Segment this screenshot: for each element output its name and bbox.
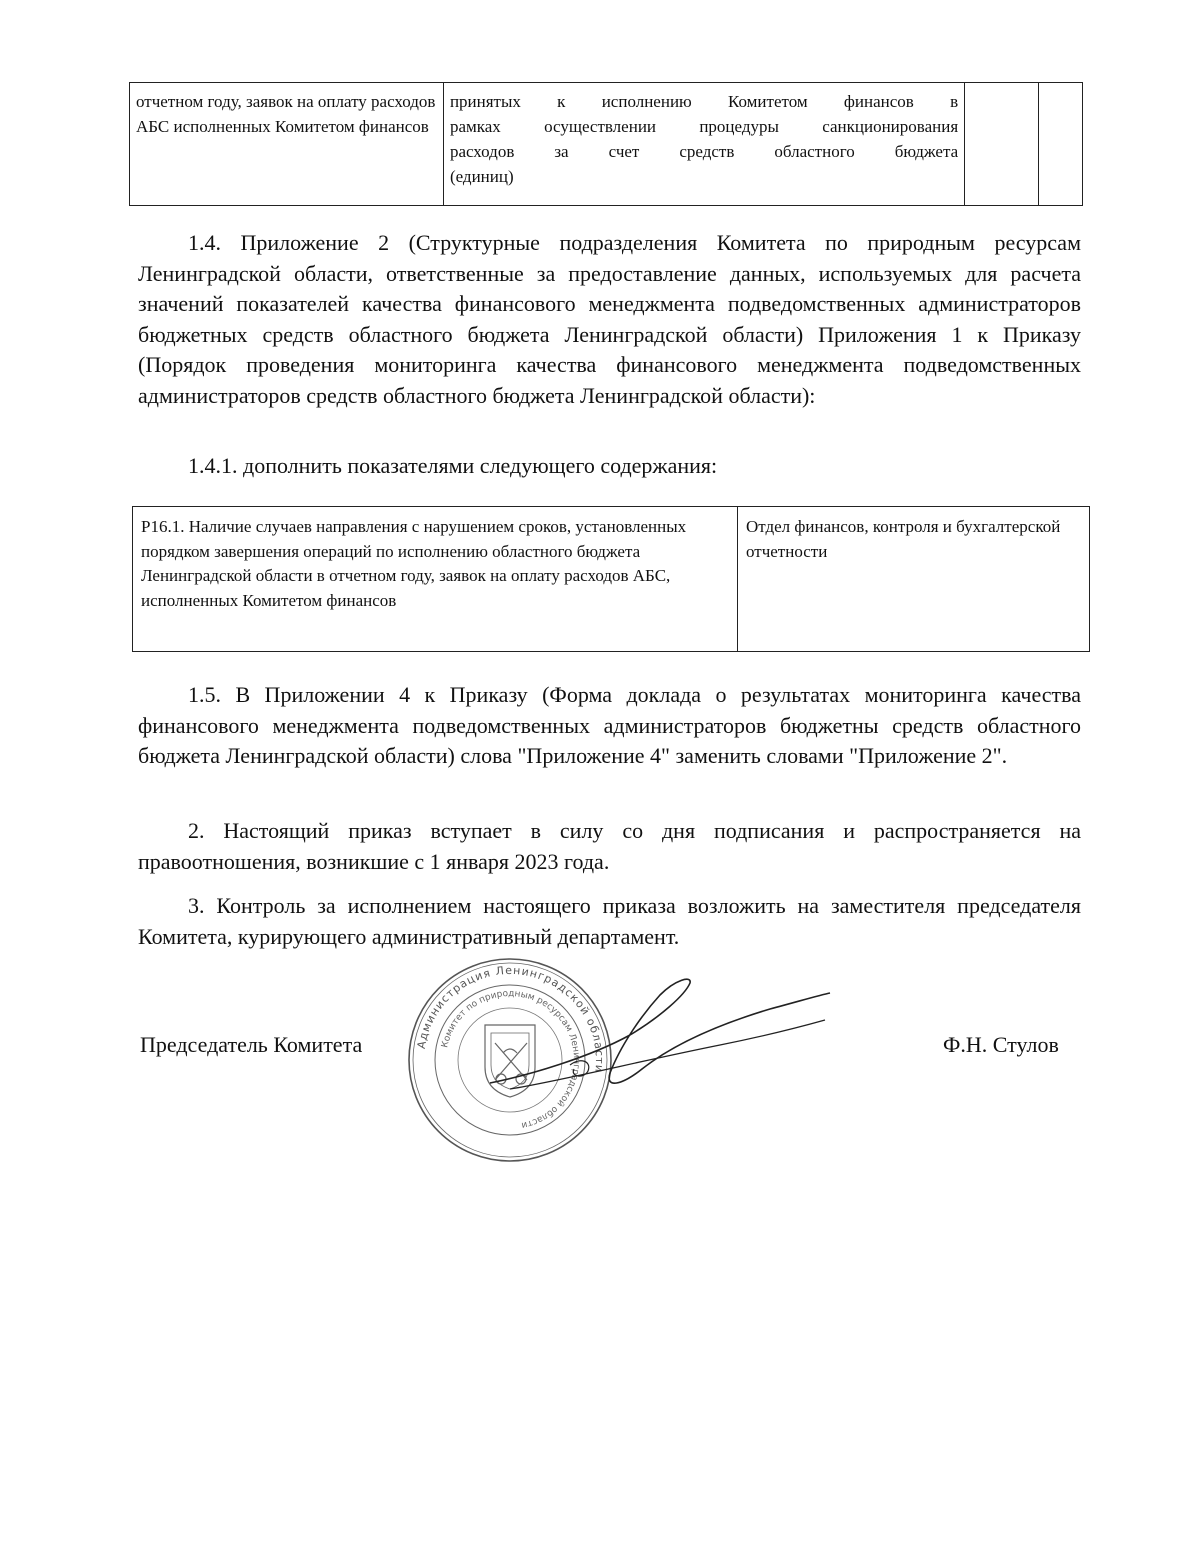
table2-cell-department: Отдел финансов, контроля и бухгалтерской отчетности	[738, 507, 1090, 652]
paragraph-1-5: 1.5. В Приложении 4 к Приказу (Форма доклада о результатах мониторинга качества финансового менеджмента подведомственных администраторов бюджетны средств областного бюджета Ленинградской области) слова "Приложение 4" заменить словами "Приложение 2".	[138, 682, 1081, 768]
paragraph-3: 3. Контроль за исполнением настоящего приказа возложить на заместителя председателя Комитета, курирующего административный департамент.	[138, 893, 1081, 949]
table1-cell-indicator: отчетном году, заявок на оплату расходов АБС исполненных Комитетом финансов	[130, 83, 444, 206]
table1-description-line: расходов за счет средств областного бюджета	[449, 142, 959, 161]
indicator-table	[132, 506, 1090, 652]
table1-cell-empty	[965, 83, 1039, 206]
table1-cell-empty	[1039, 83, 1083, 206]
table1-description-line: рамках осуществлении процедуры санкционирования	[449, 117, 959, 136]
signatory-position: Председатель Комитета	[140, 1032, 363, 1057]
stamp-outer-text: Администрация Ленинградской области	[414, 963, 607, 1074]
stamp-inner-text: Комитет по природным ресурсам Ленинградской области	[440, 988, 582, 1130]
paragraph-2: 2. Настоящий приказ вступает в силу со дня подписания и распространяется на правоотношения, возникшие с 1 января 2023 года.	[138, 818, 1081, 874]
table2-cell-indicator: Р16.1. Наличие случаев направления с нарушением сроков, установленных порядком завершения операций по исполнению областного бюджета Ленинградской области в отчетном году, заявок на оплату расходов АБС, исполненных Комитетом финансов	[133, 507, 738, 652]
table1-description-line: (единиц)	[449, 167, 514, 186]
table-row	[133, 507, 1090, 652]
paragraph-1-4: 1.4. Приложение 2 (Структурные подразделения Комитета по природным ресурсам Ленинградской области, ответственные за предоставление данных, используемых для расчета значений показателей качества финансового менеджмента подведомственных администраторов бюджетных средств областного бюджета Ленинградской области) Приложения 1 к Приказу (Порядок проведения мониторинга качества финансового менеджмента подведомственных администраторов средств областного бюджета Ленинградской области):	[138, 230, 1081, 408]
continuation-table	[129, 82, 1083, 206]
signatory-name: Ф.Н. Стулов	[943, 1032, 1059, 1057]
table-row	[130, 83, 1083, 206]
paragraph-1-4-1: 1.4.1. дополнить показателями следующего содержания:	[188, 453, 718, 478]
handwritten-signature	[470, 965, 840, 1115]
table1-cell-description	[443, 83, 964, 206]
table1-description-line: принятых к исполнению Комитетом финансов в	[449, 92, 959, 111]
